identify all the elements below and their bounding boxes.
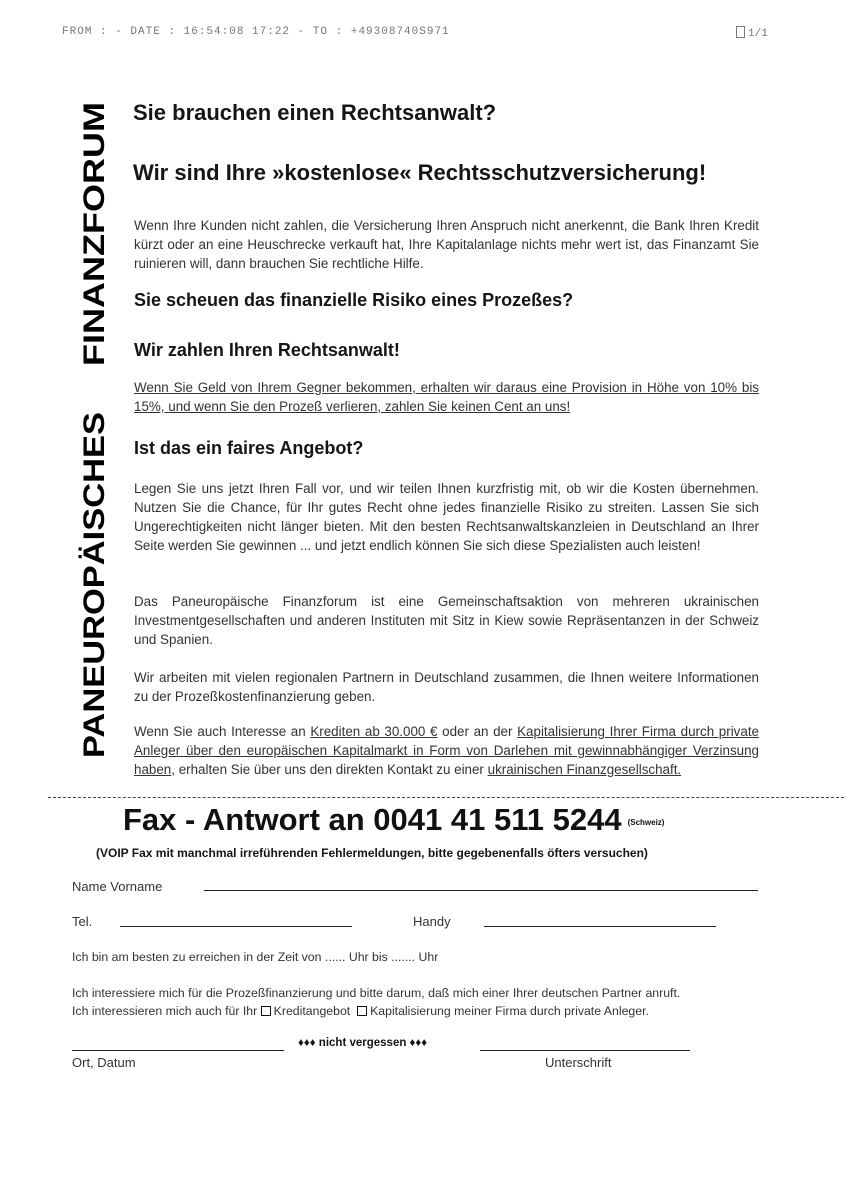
paragraph-commission: Wenn Sie Geld von Ihrem Gegner bekommen, erhalten wir daraus eine Provision in Höhe von 10% bis 15%, und wenn Sie den Prozeß verlieren, zahlen Sie keinen Cent an uns! [134, 380, 759, 414]
fax-reply-number: Fax - Antwort an 0041 41 511 5244 [123, 802, 622, 837]
fax-country: (Schweiz) [627, 818, 665, 827]
credit-offer-checkbox[interactable] [261, 1006, 271, 1016]
interest-options-line [72, 1004, 649, 1018]
credit-offer-label: Kreditangebot [273, 1004, 351, 1018]
handy-label: Handy [413, 914, 451, 929]
reachable-time-line: Ich bin am besten zu erreichen in der Zeit von ...... Uhr bis ....... Uhr [72, 950, 439, 964]
fax-reply-title [123, 802, 664, 838]
credit-offer-link: Krediten ab 30.000 € [310, 724, 438, 739]
page-count: 1/1 [748, 28, 768, 40]
voip-fax-note: (VOIP Fax mit manchmal irreführenden Fehlermeldungen, bitte gegebenenfalls öfters versuchen) [96, 846, 648, 860]
capitalisation-checkbox[interactable] [357, 1006, 367, 1016]
signature-field[interactable] [480, 1050, 690, 1051]
interest-options-intro: Ich interessieren mich auch für Ihr [72, 1004, 258, 1018]
signature-label: Unterschrift [545, 1055, 612, 1070]
name-label: Name Vorname [72, 879, 163, 894]
brand-line2: FINANZFORUM [78, 146, 111, 366]
page-icon [736, 26, 745, 38]
heading-we-pay: Wir zahlen Ihren Rechtsanwalt! [134, 340, 400, 360]
name-field[interactable] [204, 890, 758, 891]
tel-label: Tel. [72, 914, 93, 929]
sidebar-brand-graphic [66, 98, 120, 758]
capitalisation-label: Kapitalisierung meiner Firma durch private Anleger. [370, 1004, 649, 1018]
credit-offer-text-b: oder an der [437, 724, 518, 739]
heading-need-lawyer: Sie brauchen einen Rechtsanwalt? [133, 100, 497, 125]
heading-fair-offer: Ist das ein faires Angebot? [134, 438, 364, 458]
paragraph-partners: Wir arbeiten mit vielen regionalen Partnern in Deutschland zusammen, die Ihnen weitere Informationen zu der Prozeßkostenfinanzierung geben. [134, 670, 759, 704]
finance-company-link: ukrainischen Finanzgesellschaft. [487, 762, 682, 777]
do-not-forget-note: ♦♦♦ nicht vergessen ♦♦♦ [298, 1037, 428, 1049]
credit-offer-text-a: Wenn Sie auch Interesse an [134, 724, 311, 739]
tel-field[interactable] [120, 926, 352, 927]
cut-line [48, 797, 844, 798]
heading-financial-risk: Sie scheuen das finanzielle Risiko eines Prozeßes? [134, 290, 574, 310]
capitalisation-link: Kapitalisierung Ihrer Firma durch private Anleger über den europäischen Kapitalmarkt in Form von Darlehen mit gewinnabhängiger Verzinsung haben [134, 724, 759, 777]
sidebar-brand [66, 98, 120, 758]
paragraph-legal-help: Wenn Ihre Kunden nicht zahlen, die Versicherung Ihren Anspruch nicht anerkennt, die Bank Ihren Kredit kürzt oder an eine Heuschrecke verkauft hat, Ihre Kapitalanlage nichts mehr wert ist, das Finanzamt Sie ruinieren will, dann brauchen Sie rechtliche Hilfe. [134, 218, 759, 271]
place-date-label: Ort, Datum [72, 1055, 136, 1070]
fax-page-number [736, 26, 768, 40]
heading-free-insurance: Wir sind Ihre »kostenlose« Rechtsschutzversicherung! [133, 160, 707, 185]
handy-field[interactable] [484, 926, 716, 927]
paragraph-about-forum: Das Paneuropäische Finanzforum ist eine Gemeinschaftsaktion von mehreren ukrainischen Investmentgesellschaften und anderen Instituten mit Sitz in Kiew sowie Repräsentanzen in der Schweiz und Spanien. [134, 594, 759, 647]
place-date-field[interactable] [72, 1050, 284, 1051]
paragraph-credit-offer [134, 722, 759, 779]
paragraph-submit-case: Legen Sie uns jetzt Ihren Fall vor, und wir teilen Ihnen kurzfristig mit, ob wir die Kosten übernehmen. Nutzen Sie die Chance, für Ihr gutes Recht ohne jedes finanzielle Risiko zu streiten. Lassen Sie sich Ungerechtigkeiten nicht länger bieten. Mit den besten Rechtsanwaltskanzleien in Deutschland an Ihrer Seite werden Sie gewinnen ... und jetzt endlich können Sie sich diese Spezialisten auch leisten! [134, 481, 759, 553]
interest-financing-line: Ich interessiere mich für die Prozeßfinanzierung und bitte darum, daß mich einer Ihrer deutschen Partner anruft. [72, 986, 681, 1000]
fax-transmission-header: FROM : - DATE : 16:54:08 17:22 - TO : +49308740S971 [62, 26, 450, 38]
brand-line1: PANEUROPÄISCHES [78, 456, 111, 758]
credit-offer-text-c: , erhalten Sie über uns den direkten Kontakt zu einer [171, 762, 488, 777]
